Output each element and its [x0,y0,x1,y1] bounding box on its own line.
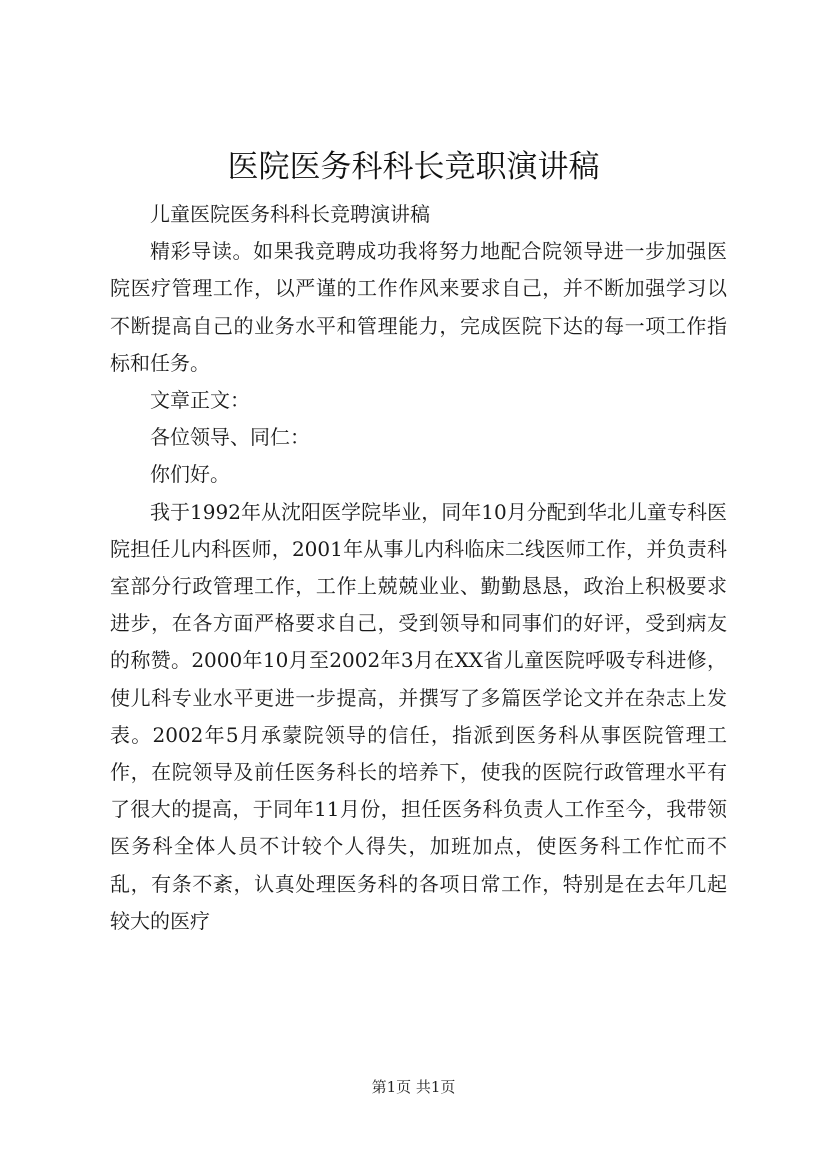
paragraph-main: 我于1992年从沈阳医学院毕业，同年10月分配到华北儿童专科医院担任儿内科医师，2001年从事儿内科临床二线医师工作，并负责科室部分行政管理工作，工作上兢兢业业、勤勤恳恳，政治上积极要求进步，在各方面严格要求自己，受到领导和同事们的好评，受到病友的称赞。2000年10月至2002年3月在XX省儿童医院呼吸专科进修，使儿科专业水平更进一步提高，并撰写了多篇医学论文并在杂志上发表。2002年5月承蒙院领导的信任，指派到医务科从事医院管理工作，在院领导及前任医务科长的培养下，使我的医院行政管理水平有了很大的提高，于同年11月份，担任医务科负责人工作至今，我带领医务科全体人员不计较个人得失，加班加点，使医务科工作忙而不乱，有条不紊，认真处理医务科的各项日常工作，特别是在去年几起较大的医疗 [110,499,727,933]
paragraph-intro: 精彩导读。如果我竞聘成功我将努力地配合院领导进一步加强医院医疗管理工作，以严谨的工作作风来要求自己，并不断加强学习以不断提高自己的业务水平和管理能力，完成医院下达的每一项工作指标和任务。 [110,239,727,375]
page-footer: 第1页 共1页 [371,1078,456,1096]
paragraph-heading: 文章正文： [150,388,250,413]
document-body [110,196,727,940]
paragraph-subtitle: 儿童医院医务科科长竞聘演讲稿 [150,202,430,226]
paragraph-greeting: 你们好。 [150,462,230,487]
document-title: 医院医务科科长竞职演讲稿 [227,149,600,185]
paragraph-salutation: 各位领导、同仁： [150,425,310,450]
